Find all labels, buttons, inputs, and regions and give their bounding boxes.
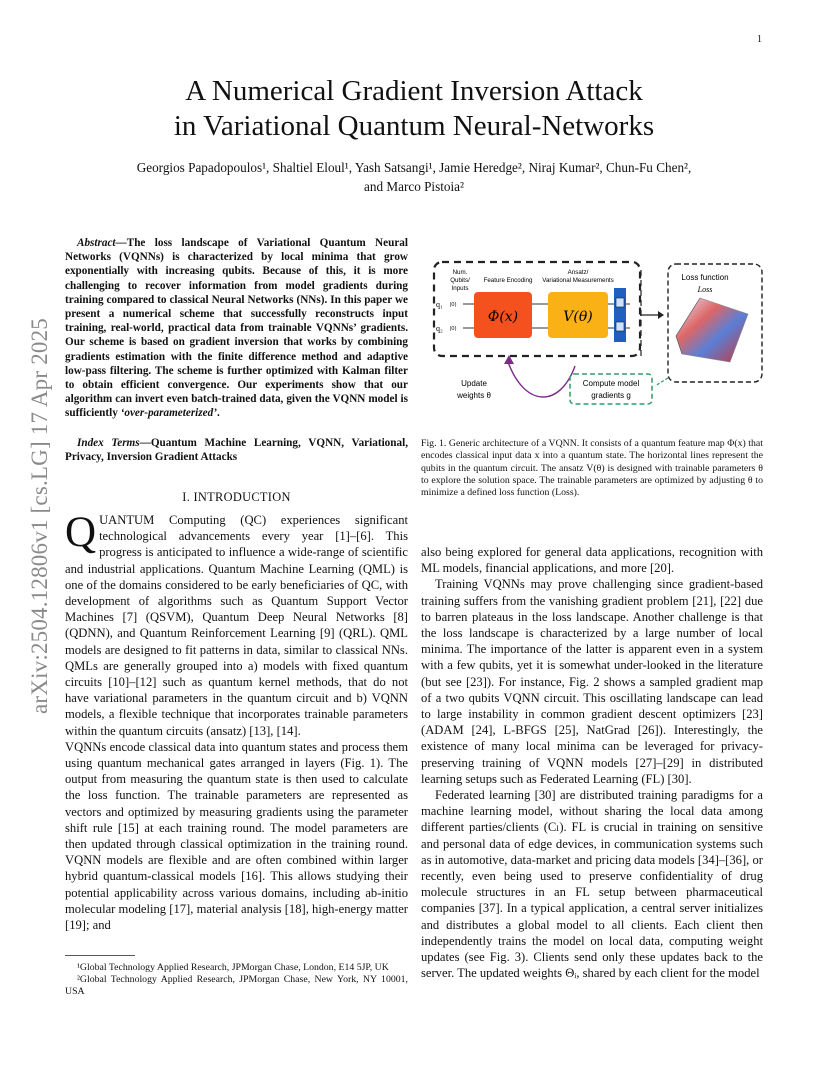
loss-title: Loss function bbox=[681, 273, 729, 282]
meter-icon-2 bbox=[616, 322, 624, 331]
abstract-italic: ‘over-parameterized’ bbox=[120, 407, 217, 420]
author-list bbox=[70, 158, 758, 196]
compute-label-1: Compute model bbox=[582, 379, 640, 388]
label-inputs-2: Qubits/ bbox=[450, 277, 470, 284]
qubit-2-ket: |0⟩ bbox=[450, 326, 457, 332]
arxiv-watermark: arXiv:2504.12806v1 [cs.LG] 17 Apr 2025 bbox=[27, 318, 52, 714]
right-paragraph-0: also being explored for general data applications, recognition with ML models, financial applications, and more [20]. bbox=[421, 545, 763, 576]
meter-icon-1 bbox=[616, 298, 624, 307]
footnote-2: ²Global Technology Applied Research, JPMorgan Chase, New York, NY 10001, USA bbox=[65, 974, 408, 998]
page-number: 1 bbox=[757, 34, 762, 45]
footnote-rule bbox=[65, 955, 135, 956]
authors-line-1: Georgios Papadopoulos¹, Shaltiel Eloul¹, Yash Satsangi¹, Jamie Heredge², Niraj Kumar², Chun-Fu Chen², bbox=[136, 160, 692, 175]
title-line-1: A Numerical Gradient Inversion Attack bbox=[185, 75, 643, 107]
figure-1-diagram bbox=[430, 258, 765, 418]
index-terms bbox=[65, 436, 408, 464]
right-paragraph-1: Training VQNNs may prove challenging since gradient-based training suffers from the vanishing gradient problem [21], [22] due to barren plateaus in the loss landscape. Another challenge is that the loss landscape is characterized by a large number of local minima. The importance of the latter is apparent even in a system with a few qubits, yet it is somewhat under-looked in the literature (but see [23]). For instance, Fig. 2 shows a sampled gradient map of a two qubits VQNN circuit. This oscillating landscape can lead to large instability in common gradient descent optimizers [23] (ADAM [24], L-BFGS [25], NatGrad [26]). Interestingly, the existence of many local minima can be leveraged for privacy-preserving training of VQNN models [27]–[29] in distributed learning setups such as Federated Learning (FL) [30]. bbox=[421, 577, 763, 786]
qubit-1-label: q₁ bbox=[436, 300, 443, 309]
index-terms-text: —Quantum Machine Learning, VQNN, Variational, Privacy, Inversion Gradient Attacks bbox=[65, 437, 408, 464]
loss-subtitle: Loss bbox=[697, 285, 713, 294]
compute-label-2: gradients g bbox=[591, 391, 631, 400]
qubit-1-ket: |0⟩ bbox=[450, 302, 457, 308]
abstract-label: Abstract bbox=[77, 237, 116, 249]
label-ansatz-1: Ansatz/ bbox=[567, 269, 589, 276]
abstract-end: . bbox=[216, 407, 220, 420]
right-column-body bbox=[421, 544, 763, 981]
loss-surface bbox=[676, 298, 748, 362]
update-label-1: Update bbox=[461, 379, 487, 388]
intro-paragraph-1-text: UANTUM Computing (QC) experiences significant technological advancements every year [1]–[6]. This progress is anticipated to influence a wide-range of scientific and industrial applications. Quantum Machine Learning (QML) is one of the domains considered to be early beneficiaries of QC, with development of algorithms such as Quantum Support Vector Machines [7] (QSVM), Quantum Deep Neural Networks [8] (QDNN), and Quantum Reinforcement Learning [9] (QRL). QML models are designed to fit patterns in data, similar to classical NNs. QMLs are generally grouped into a) models with fixed quantum circuits [10]–[12] such as quantum kernel methods, that do not have variational parameters in the quantum circuit and b) VQNN models, a flexible technique that incorporates trainable parameters within the quantum circuits (ansatz) [13], [14]. bbox=[65, 513, 408, 738]
title-line-2: in Variational Quantum Neural-Networks bbox=[173, 110, 655, 142]
footnote-1: ¹Global Technology Applied Research, JPMorgan Chase, London, E14 5JP, UK bbox=[77, 962, 389, 973]
label-feature-encoding: Feature Encoding bbox=[483, 277, 533, 284]
loss-to-gradient-connector bbox=[655, 378, 668, 386]
drop-cap: Q bbox=[65, 509, 97, 556]
intro-paragraph-2: VQNNs encode classical data into quantum states and process them using quantum mechanical gates arranged in layers (Fig. 1). The output from measuring the quantum state is then used to calculate the loss function. The trainable parameters are represented as vectors and optimized by measuring gradients using the parameter shift rule [15] at each training round. The model parameters are then updated through classical optimization in the training round. VQNN models are flexible and are often combined within larger hybrid quantum-classical models [16]. This allows studying their potential applicability across various domains, including ab-initio molecular modeling [17], material analysis [18], high-energy matter [19]; and bbox=[65, 739, 408, 933]
authors-line-2: and Marco Pistoia² bbox=[364, 179, 464, 194]
footnotes bbox=[65, 962, 408, 999]
qubit-2-label: q₂ bbox=[436, 324, 443, 333]
index-terms-label: Index Terms bbox=[77, 437, 140, 449]
figure-1-caption: Fig. 1. Generic architecture of a VQNN. It consists of a quantum feature map Φ(x) that encodes classical input data x into a quantum state. The horizontal lines represent the qubits in the quantum circuit. The ansatz V(θ) is designed with trainable parameters θ to explore the solution space. The trainable parameters are optimized by adjusting θ to minimize a defined loss function (Loss). bbox=[421, 438, 763, 499]
feature-map-label: Φ(x) bbox=[487, 309, 519, 325]
right-paragraph-2: Federated learning [30] are distributed training paradigms for a machine learning model, without sharing the local data among different parties/clients (Cₗ). FL is crucial in training on sensitive and personal data of edge devices, in communication systems such as in automotive, data-market and pricing data models [34]–[36], or recently, even being used to preserve confidentiality of drug molecule structures in an FL setup between pharmaceutical companies [37]. In a typical application, a central server initializes and distributes a global model to all clients. Each client then independently trains the model on local data, computing weight updates (see Fig. 3). Clients send only these updates back to the server. The updated weights Θᵢ, shared by each client for the model bbox=[421, 788, 763, 981]
label-inputs-1: Num. bbox=[452, 269, 468, 276]
update-arrow bbox=[508, 362, 575, 397]
label-inputs-3: Inputs bbox=[451, 285, 469, 292]
abstract-text: —The loss landscape of Variational Quantum Neural Networks (VQNNs) is characterized by local minima that grow exponentially with increasing qubits. Because of this, it is more challenging to recover information from model gradients during training compared to classical Neural Networks (NNs). In this paper we present a numerical scheme that successfully reconstructs input training, real-world, practical data from trainable VQNNs’ gradients. Our scheme is based on gradient inversion that works by combining gradients estimation with the finite difference method and adaptive low-pass filtering. The scheme is further optimized with Kalman filter to obtain efficient convergence. Our experiments show that our algorithm can invert even batch-trained data, given the VQNN model is sufficiently bbox=[65, 237, 408, 420]
measurement-bar bbox=[614, 288, 626, 342]
section-heading: I. INTRODUCTION bbox=[182, 490, 291, 504]
intro-body bbox=[65, 509, 408, 933]
paper-title bbox=[60, 74, 768, 144]
intro-paragraph-1 bbox=[65, 509, 408, 739]
label-ansatz-2: Variational Measurements bbox=[542, 277, 614, 284]
abstract bbox=[65, 236, 408, 421]
update-label-2: weights θ bbox=[457, 391, 491, 400]
arrow-to-loss-head bbox=[658, 311, 664, 319]
ansatz-label: V(θ) bbox=[563, 309, 593, 325]
